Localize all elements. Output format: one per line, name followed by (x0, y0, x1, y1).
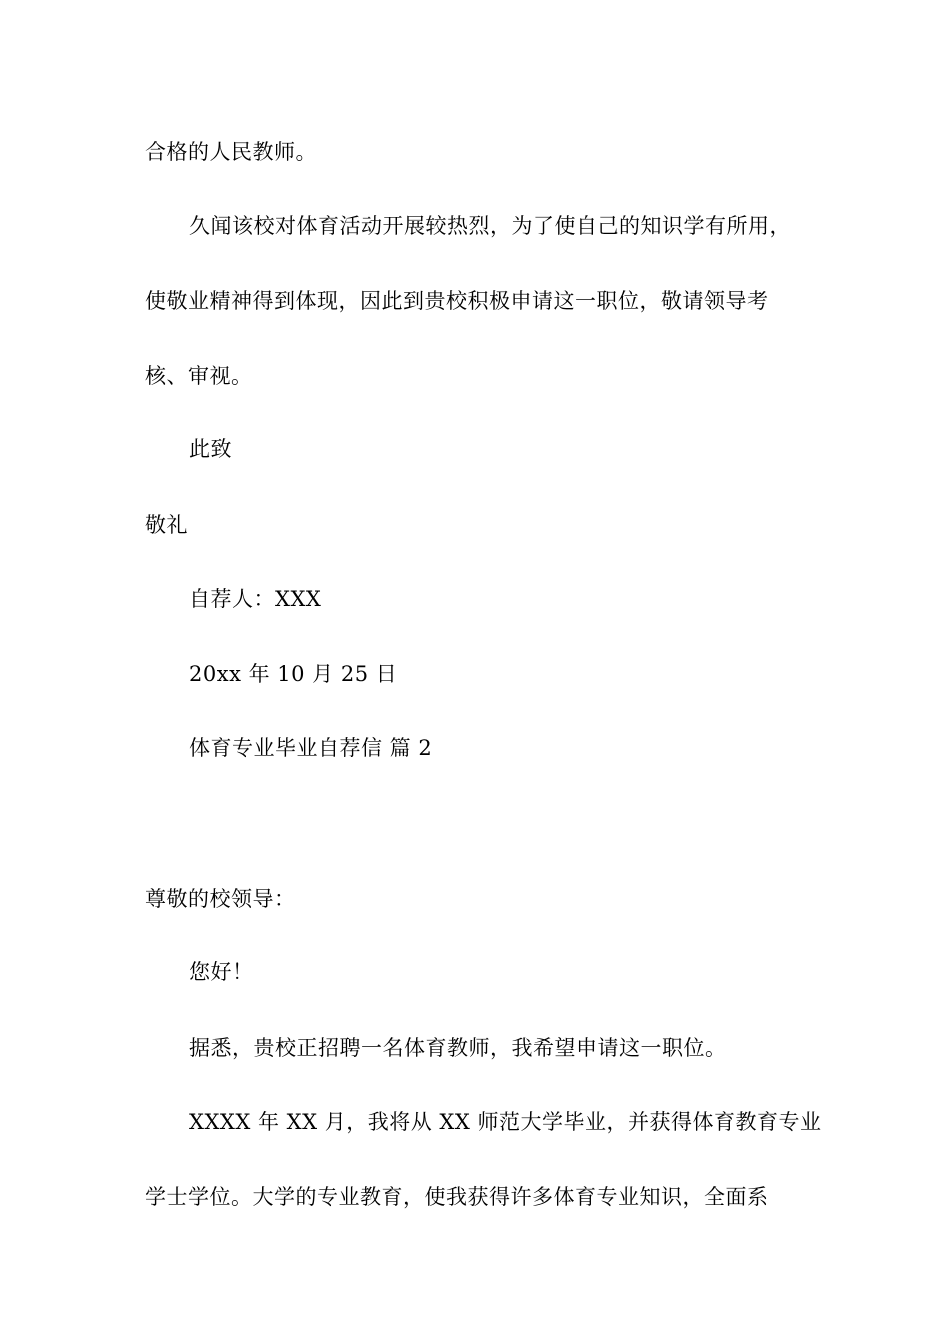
paragraph-line: 核、审视。 (145, 364, 253, 388)
signature-line: 自荐人：XXX (189, 587, 322, 611)
paragraph-line: 合格的人民教师。 (145, 140, 317, 164)
paragraph-line: XXXX 年 XX 月，我将从 XX 师范大学毕业，并获得体育教育专业 (189, 1110, 822, 1134)
salutation-line: 敬礼 (145, 513, 188, 537)
paragraph-line: 据悉，贵校正招聘一名体育教师，我希望申请这一职位。 (189, 1036, 727, 1060)
greeting-line: 您好！ (189, 960, 254, 984)
paragraph-line: 学士学位。大学的专业教育，使我获得许多体育专业知识，全面系 (145, 1185, 769, 1209)
greeting-line: 尊敬的校领导： (145, 887, 296, 911)
paragraph-line: 使敬业精神得到体现，因此到贵校积极申请这一职位，敬请领导考 (145, 289, 769, 313)
closing-line: 此致 (189, 437, 232, 461)
paragraph-line: 久闻该校对体育活动开展较热烈，为了使自己的知识学有所用， (189, 214, 791, 238)
date-line: 20xx 年 10 月 25 日 (189, 662, 398, 686)
section-title: 体育专业毕业自荐信 篇 2 (189, 736, 433, 760)
